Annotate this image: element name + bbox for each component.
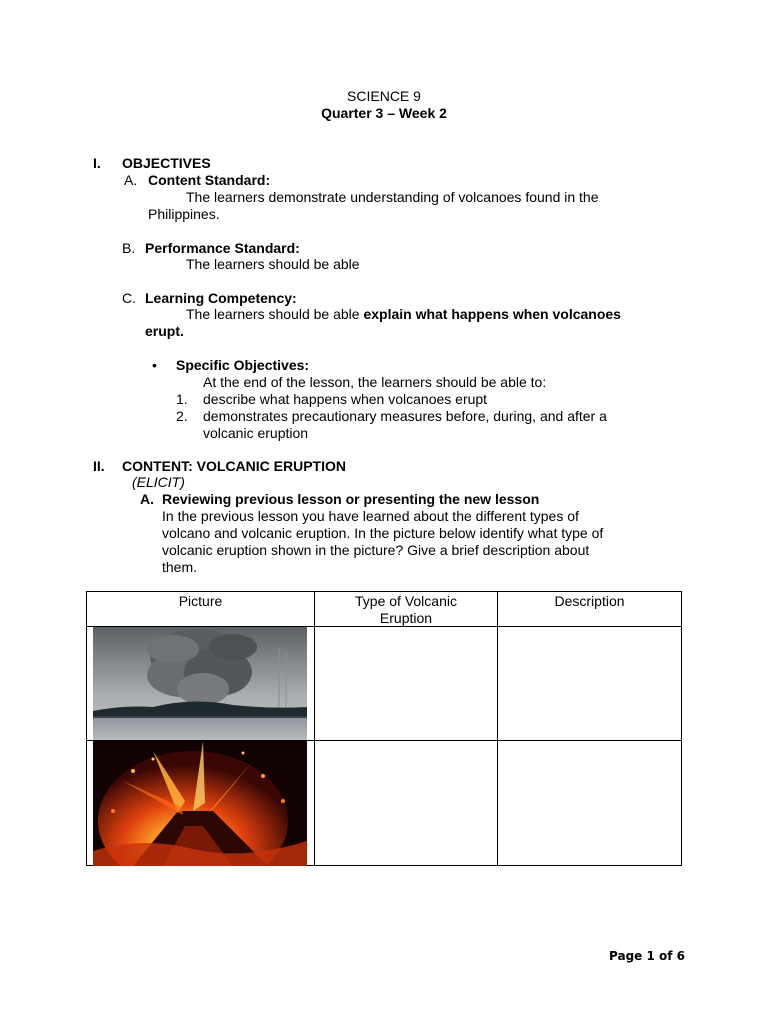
performance-standard-heading: Performance Standard: (145, 240, 300, 256)
objective-2-number: 2. (176, 408, 188, 424)
header-type-line1: Type of Volcanic (355, 593, 457, 609)
performance-standard-text: The learners should be able (186, 256, 360, 272)
objective-1-text: describe what happens when volcanoes erupt (203, 391, 488, 407)
review-text-line2: volcano and volcanic eruption. In the picture below identify what type of (162, 525, 604, 541)
quarter-week-title: Quarter 3 – Week 2 (321, 105, 447, 121)
section-1-title: OBJECTIVES (122, 155, 211, 171)
content-standard-text-line1: The learners demonstrate understanding of volcanoes found in the (186, 189, 599, 205)
lava-eruption-image (93, 741, 307, 866)
content-standard-heading: Content Standard: (148, 172, 271, 188)
eruption-table (86, 591, 682, 866)
specific-objectives-bullet: • (152, 357, 157, 373)
objective-2-text-line1: demonstrates precautionary measures before, during, and after a (203, 408, 607, 424)
header-type-line2: Eruption (379, 610, 433, 626)
objective-2-text-line2: volcanic eruption (203, 425, 309, 441)
page-number: Page 1 of 6 (609, 949, 685, 963)
objective-1-number: 1. (176, 391, 188, 407)
ash-plume-eruption-image (93, 627, 307, 740)
content-standard-letter: A. (124, 172, 138, 188)
section-1-numeral: I. (93, 155, 101, 171)
review-letter: A. (140, 491, 154, 507)
review-heading: Reviewing previous lesson or presenting the new lesson (162, 491, 540, 507)
performance-standard-letter: B. (122, 240, 136, 256)
learning-competency-bold: explain what happens when volcanoes (363, 306, 621, 322)
content-standard-text-line2: Philippines. (148, 206, 220, 222)
learning-competency-text-line1 (186, 306, 621, 323)
review-text-line1: In the previous lesson you have learned about the different types of (162, 508, 579, 524)
section-2-numeral: II. (93, 458, 105, 474)
review-text-line4: them. (162, 559, 198, 575)
section-2-title: CONTENT: VOLCANIC ERUPTION (122, 458, 346, 474)
review-text-line3: volcanic eruption shown in the picture? Give a brief description about (162, 542, 590, 558)
learning-competency-plain: The learners should be able (186, 306, 364, 322)
elicit-label: (ELICIT) (132, 474, 185, 490)
learning-competency-letter: C. (122, 290, 136, 306)
learning-competency-heading: Learning Competency: (145, 290, 297, 306)
learning-competency-text-line2: erupt. (145, 323, 184, 339)
header-description: Description (554, 593, 625, 609)
specific-objectives-heading: Specific Objectives: (176, 357, 310, 373)
table-col-divider (314, 592, 315, 865)
header-picture: Picture (178, 593, 223, 609)
table-col-divider (497, 592, 498, 865)
specific-objectives-intro: At the end of the lesson, the learners should be able to: (203, 374, 547, 390)
subject-title: SCIENCE 9 (347, 88, 421, 104)
